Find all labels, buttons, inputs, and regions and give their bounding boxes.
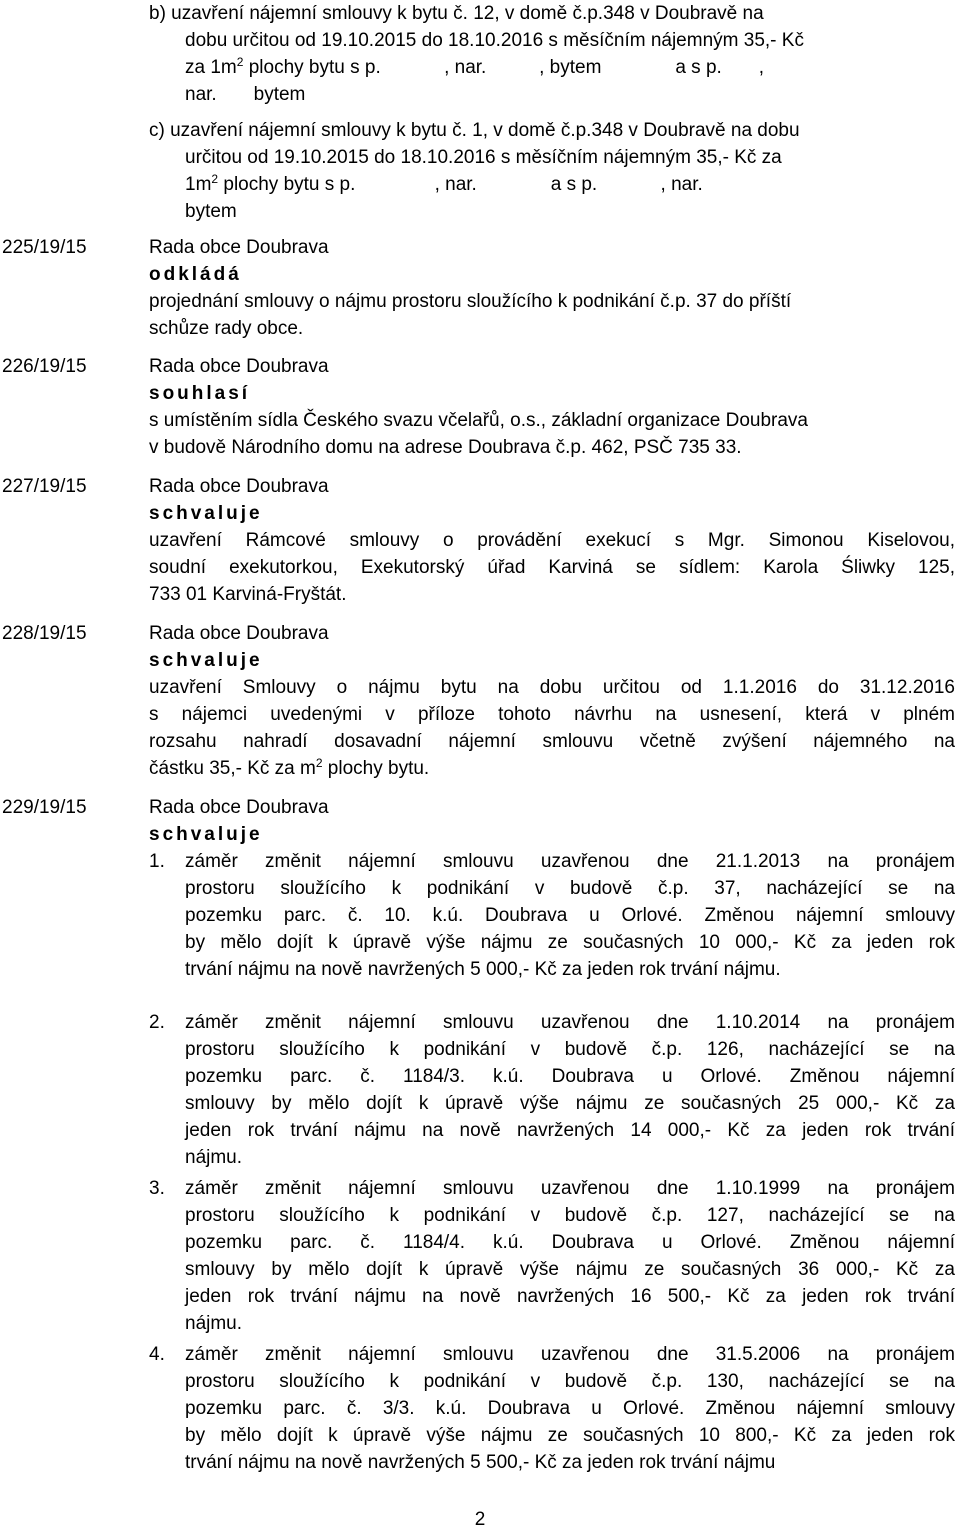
resolution-text-line: schůze rady obce. [149, 318, 304, 339]
item-c-line-2: určitou od 19.10.2015 do 18.10.2016 s měsíčním nájemným 35,- Kč za [185, 147, 782, 168]
item-text-line: prostoru sloužícího k podnikání v budově č.p. 127, nacházející se na [185, 1205, 955, 1226]
resolution-text-line: 733 01 Karviná-Fryštát. [149, 584, 347, 605]
item-text-line: záměr změnit nájemní smlouvu uzavřenou dne 1.10.2014 na pronájem [185, 1012, 955, 1033]
resolution-number: 227/19/15 [2, 476, 87, 497]
resolution-verb: schvaluje [149, 824, 263, 845]
resolution-text-pre: částku 35,- Kč za m [149, 758, 316, 779]
resolution-text-line [149, 757, 429, 781]
resolution-text-line: s umístěním sídla Českého svazu včelařů, o.s., základní organizace Doubrava [149, 410, 808, 431]
item-text-line: smlouvy by mělo dojít k úpravě výše nájmu ze současných 36 000,- Kč za [185, 1259, 955, 1280]
item-text-line: záměr změnit nájemní smlouvu uzavřenou dne 21.1.2013 na pronájem [185, 851, 955, 872]
resolution-verb: schvaluje [149, 503, 263, 524]
item-number: 1. [149, 851, 165, 872]
item-text-line: smlouvy by mělo dojít k úpravě výše nájmu ze současných 25 000,- Kč za [185, 1093, 955, 1114]
item-text-line: záměr změnit nájemní smlouvu uzavřenou dne 1.10.1999 na pronájem [185, 1178, 955, 1199]
resolution-text-line: v budově Národního domu na adrese Doubrava č.p. 462, PSČ 735 33. [149, 437, 742, 458]
item-c-line-3-post: plochy bytu s p. , nar. a s p. , nar. [218, 174, 703, 195]
item-text-line: prostoru sloužícího k podnikání v budově č.p. 126, nacházející se na [185, 1039, 955, 1060]
item-b-line-3 [185, 56, 764, 80]
resolution-number: 229/19/15 [2, 797, 87, 818]
resolution-number: 225/19/15 [2, 237, 87, 258]
resolution-text-post: plochy bytu. [322, 758, 430, 779]
item-text-line: nájmu. [185, 1147, 243, 1168]
item-text-line: jeden rok trvání nájmu na nově navržených 16 500,- Kč za jeden rok trvání [185, 1286, 955, 1307]
item-text-line: by mělo dojít k úpravě výše nájmu ze současných 10 000,- Kč za jeden rok [185, 932, 955, 953]
resolution-body: Rada obce Doubrava [149, 797, 329, 818]
item-text-line: pozemku parc. č. 1184/3. k.ú. Doubrava u Orlové. Změnou nájemní [185, 1066, 955, 1087]
item-text-line: pozemku parc. č. 3/3. k.ú. Doubrava u Orlové. Změnou nájemní smlouvy [185, 1398, 955, 1419]
page-number: 2 [474, 1509, 486, 1530]
item-number: 2. [149, 1012, 165, 1033]
item-b-line-3-pre: za 1m [185, 57, 237, 78]
resolution-verb: odkládá [149, 264, 242, 285]
resolution-body: Rada obce Doubrava [149, 356, 329, 377]
item-c-line-1: c) uzavření nájemní smlouvy k bytu č. 1, v domě č.p.348 v Doubravě na dobu [149, 120, 800, 141]
item-number: 3. [149, 1178, 165, 1199]
item-text-line: trvání nájmu na nově navržených 5 000,- Kč za jeden rok trvání nájmu. [185, 959, 781, 980]
item-b-line-4: nar. bytem [185, 84, 306, 105]
item-c-line-3 [185, 173, 703, 197]
item-text-line: nájmu. [185, 1313, 243, 1334]
resolution-verb: schvaluje [149, 650, 263, 671]
item-text-line: prostoru sloužícího k podnikání v budově č.p. 130, nacházející se na [185, 1371, 955, 1392]
superscript: 2 [236, 55, 244, 69]
item-c-line-3-pre: 1m [185, 174, 212, 195]
superscript: 2 [315, 756, 323, 770]
item-b-line-2: dobu určitou od 19.10.2015 do 18.10.2016 s měsíčním nájemným 35,- Kč [185, 30, 804, 51]
item-c-line-4: bytem [185, 201, 237, 222]
resolution-text-line: rozsahu nahradí dosavadní nájemní smlouvu včetně zvýšení nájemného na [149, 731, 955, 752]
resolution-number: 228/19/15 [2, 623, 87, 644]
item-text-line: trvání nájmu na nově navržených 5 500,- Kč za jeden rok trvání nájmu [185, 1452, 776, 1473]
item-text-line: jeden rok trvání nájmu na nově navržených 14 000,- Kč za jeden rok trvání [185, 1120, 955, 1141]
item-text-line: záměr změnit nájemní smlouvu uzavřenou dne 31.5.2006 na pronájem [185, 1344, 955, 1365]
resolution-body: Rada obce Doubrava [149, 476, 329, 497]
item-text-line: by mělo dojít k úpravě výše nájmu ze současných 10 800,- Kč za jeden rok [185, 1425, 955, 1446]
item-text-line: prostoru sloužícího k podnikání v budově č.p. 37, nacházející se na [185, 878, 955, 899]
superscript: 2 [211, 172, 219, 186]
resolution-text-line: uzavření Rámcové smlouvy o provádění exekucí s Mgr. Simonou Kiselovou, [149, 530, 955, 551]
item-text-line: pozemku parc. č. 10. k.ú. Doubrava u Orlové. Změnou nájemní smlouvy [185, 905, 955, 926]
item-text-line: pozemku parc. č. 1184/4. k.ú. Doubrava u Orlové. Změnou nájemní [185, 1232, 955, 1253]
resolution-verb: souhlasí [149, 383, 251, 404]
resolution-number: 226/19/15 [2, 356, 87, 377]
resolution-text-line: s nájemci uvedenými v příloze tohoto návrhu na usnesení, která v plném [149, 704, 955, 725]
item-b-line-3-post: plochy bytu s p. , nar. , bytem a s p. , [243, 57, 765, 78]
resolution-text-line: soudní exekutorkou, Exekutorský úřad Karviná se sídlem: Karola Śliwky 125, [149, 557, 955, 578]
resolution-body: Rada obce Doubrava [149, 237, 329, 258]
item-number: 4. [149, 1344, 165, 1365]
resolution-text-line: projednání smlouvy o nájmu prostoru sloužícího k podnikání č.p. 37 do příští [149, 291, 792, 312]
resolution-text-line: uzavření Smlouvy o nájmu bytu na dobu určitou od 1.1.2016 do 31.12.2016 [149, 677, 955, 698]
item-b-line-1: b) uzavření nájemní smlouvy k bytu č. 12, v domě č.p.348 v Doubravě na [149, 3, 764, 24]
resolution-body: Rada obce Doubrava [149, 623, 329, 644]
